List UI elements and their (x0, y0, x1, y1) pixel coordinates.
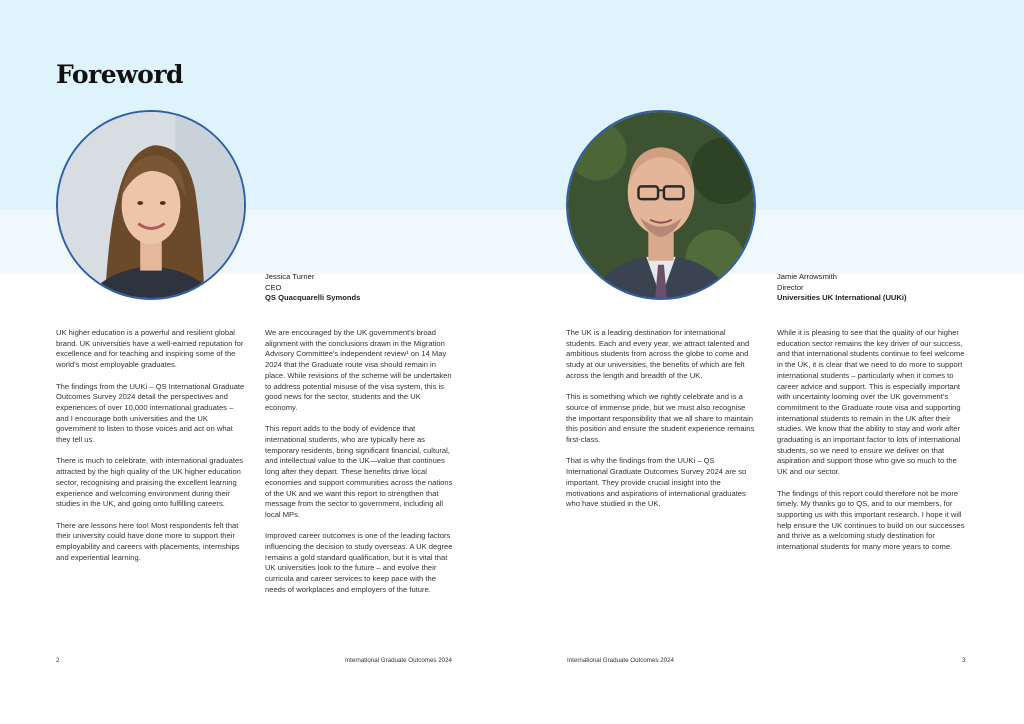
page-number-right: 3 (962, 657, 966, 664)
paragraph: That is why the findings from the UUKi – QS International Graduate Outcomes Survey 2024 are so important. They provide crucial insight into the motivations and aspirations of international graduates who have studied in the UK. (566, 456, 747, 509)
portrait-woman-image (58, 112, 244, 298)
paragraph: There are lessons here too! Most respondents felt that their university could have done more to support their employability and careers with placements, internships and experiential learning. (56, 520, 240, 562)
running-title-left: International Graduate Outcomes 2024 (345, 657, 452, 664)
signatory-name: Jessica Turner (265, 272, 315, 281)
paragraph: Improved career outcomes is one of the leading factors influencing the decision to study overseas. A UK degree remains a gold standard qualification, but it is vital that UK universities look to the future – and evolve their curricula and career services to keep pace with the needs of workplaces and employers of the future. (265, 531, 453, 594)
portrait-jessica-turner (56, 110, 246, 300)
paragraph: UK higher education is a powerful and resilient global brand. UK universities have a well-earned reputation for excellence and for teaching and inspiring some of the world's most employable graduates. (56, 328, 244, 370)
text-column-2 (265, 328, 455, 606)
signatory-organisation: QS Quacquarelli Symonds (265, 293, 361, 302)
text-column-3 (566, 328, 756, 521)
text-column-4 (777, 328, 969, 563)
paragraph: While it is pleasing to see that the quality of our higher education sector remains the key driver of our success, and that international students continue to feel welcome in the UK, it is clear that we need to do more to support international students – particularly when it comes to career advice and support. This is especially important with uncertainty looming over the UK government's commitment to the Graduate route visa and supporting international students to remain in the UK after their studies. We know that the ability to stay and work after graduating is an important factor to lots of international students, so we need to ensure we deliver on that aspiration and support those who give so much to the UK and our sector. (777, 328, 965, 477)
signatory-role: CEO (265, 282, 282, 292)
paragraph: This is something which we rightly celebrate and is a source of immense pride, but we must also recognise the important responsibility that we all share to maintain this position and ensure the student experience remains first-class. (566, 392, 755, 445)
signatory-name: Jamie Arrowsmith (777, 272, 837, 281)
page-title: Foreword (56, 60, 183, 89)
paragraph: There is much to celebrate, with international graduates attracted by the high quality of the UK higher education sector, recognising and praising the excellent learning experience and welcoming environment during their studies in the UK, and going onto fulfilling careers. (56, 456, 243, 509)
running-title-right: International Graduate Outcomes 2024 (567, 657, 674, 664)
paragraph: This report adds to the body of evidence that international students, who are typically here as temporary residents, bring significant financial, cultural, and intellectual value to the UK—value that continues long after they depart. These benefits drive local economies and support communities across the nations of the UK and we want this report to strengthen that message from the sector to government, including all local MPs. (265, 424, 453, 519)
paragraph: The findings from the UUKi – QS International Graduate Outcomes Survey 2024 detail the perspectives and experiences of over 10,000 international graduates – and I encourage both universities and the UK government to listen to those voices and act on what they tell us. (56, 381, 245, 445)
signatory-organisation: Universities UK International (UUKi) (777, 293, 907, 302)
portrait-man-image (568, 112, 754, 298)
portrait-jamie-arrowsmith (566, 110, 756, 300)
paragraph: The findings of this report could therefore not be more timely. My thanks go to QS, and to our members, for supporting us with this important research. I hope it will help ensure the UK continues to build on our successes and thrive as a welcoming study destination for international students for many more years to come. (777, 488, 965, 552)
page-number-left: 2 (56, 657, 60, 664)
signature-block-left (265, 272, 360, 304)
signatory-role: Director (777, 282, 804, 292)
text-column-1 (56, 328, 246, 574)
paragraph: The UK is a leading destination for international students. Each and every year, we attract talented and ambitious students from across the globe to come and study at our universities, the benefits of which are felt across the length and breadth of the UK. (566, 328, 750, 380)
signature-block-right (777, 272, 907, 304)
paragraph: We are encouraged by the UK government's broad alignment with the conclusions drawn in the Migration Advisory Committee's independent review¹ on 14 May 2024 that the Graduate route visa should remain in place. While revisions of the scheme will be undertaken to address potential misuse of the visa system, this is good news for the sector, students and the UK economy. (265, 328, 452, 412)
